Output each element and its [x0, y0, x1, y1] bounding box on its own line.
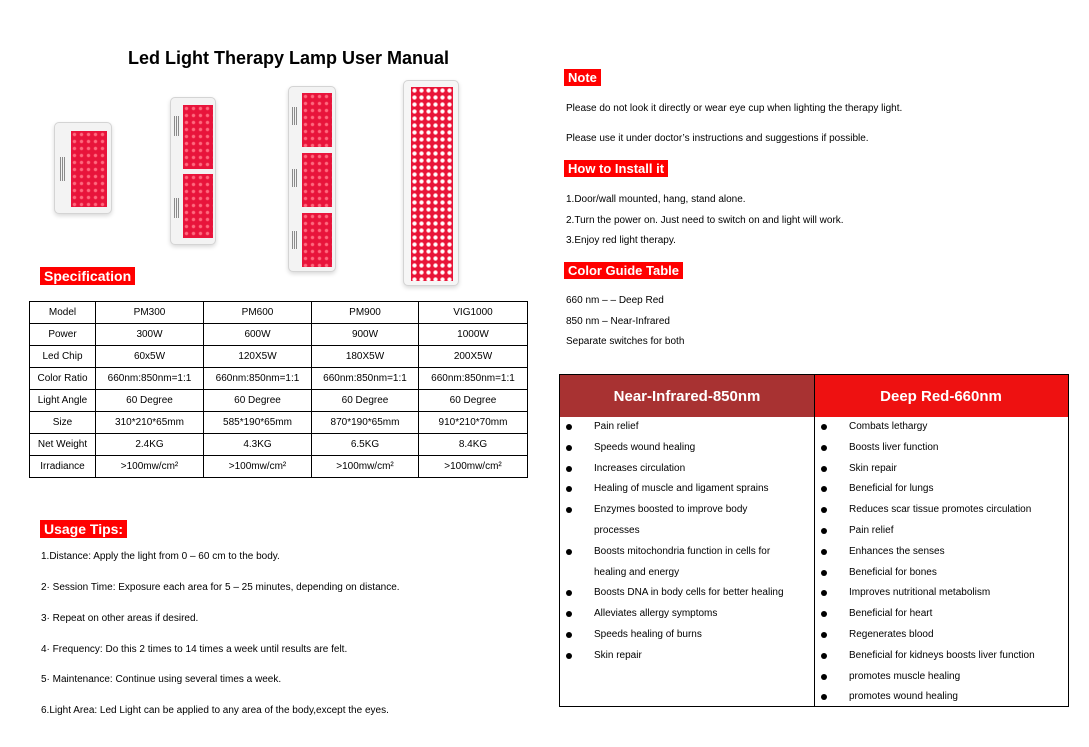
table-cell: 910*210*70mm: [419, 412, 528, 434]
table-cell: >100mw/cm²: [96, 456, 204, 478]
color-guide-line: 660 nm – – Deep Red: [566, 295, 664, 306]
table-cell: 60 Degree: [204, 390, 312, 412]
usage-tip: 3· Repeat on other areas if desired.: [41, 613, 199, 624]
list-item: Beneficial for bones: [819, 563, 1067, 584]
light-benefits-table: [559, 374, 1069, 707]
usage-tip: 4· Frequency: Do this 2 times to 14 times a week until results are felt.: [41, 644, 348, 655]
table-row: [30, 346, 528, 368]
list-item: Healing of muscle and ligament sprains: [564, 479, 812, 500]
table-cell: >100mw/cm²: [204, 456, 312, 478]
table-cell: 600W: [204, 324, 312, 346]
table-cell: PM600: [204, 302, 312, 324]
list-item: Alleviates allergy symptoms: [564, 604, 812, 625]
table-cell: Color Ratio: [30, 368, 96, 390]
list-item: Skin repair: [819, 459, 1067, 480]
column-divider: [814, 375, 815, 706]
list-item: Skin repair: [564, 646, 812, 667]
lamp-pm600-image: [170, 97, 216, 245]
near-infrared-header: Near-Infrared-850nm: [560, 375, 814, 417]
table-row: [30, 390, 528, 412]
list-item: Beneficial for heart: [819, 604, 1067, 625]
usage-tip: 6.Light Area: Led Light can be applied to any area of the body,except the eyes.: [41, 705, 389, 716]
table-cell: 6.5KG: [312, 434, 419, 456]
table-cell: PM900: [312, 302, 419, 324]
list-item: Boosts DNA in body cells for better healing: [564, 583, 812, 604]
install-step: 2.Turn the power on. Just need to switch on and light will work.: [566, 215, 844, 226]
table-cell: Irradiance: [30, 456, 96, 478]
list-item: Boosts mitochondria function in cells for healing and energy: [564, 542, 784, 584]
table-cell: 4.3KG: [204, 434, 312, 456]
table-row: [30, 302, 528, 324]
table-cell: 900W: [312, 324, 419, 346]
table-cell: Size: [30, 412, 96, 434]
color-guide-heading: Color Guide Table: [564, 262, 683, 279]
list-item: Increases circulation: [564, 459, 812, 480]
list-item: Speeds wound healing: [564, 438, 812, 459]
list-item: Beneficial for kidneys boosts liver function: [819, 646, 1067, 667]
table-cell: 660nm:850nm=1:1: [312, 368, 419, 390]
table-cell: 180X5W: [312, 346, 419, 368]
lamp-vig1000-image: [403, 80, 459, 286]
usage-tip: 1.Distance: Apply the light from 0 – 60 cm to the body.: [41, 551, 280, 562]
list-item: Boosts liver function: [819, 438, 1067, 459]
table-cell: Light Angle: [30, 390, 96, 412]
usage-tip: 5· Maintenance: Continue using several times a week.: [41, 674, 282, 685]
table-cell: 120X5W: [204, 346, 312, 368]
table-cell: 60x5W: [96, 346, 204, 368]
table-cell: 1000W: [419, 324, 528, 346]
table-cell: 660nm:850nm=1:1: [419, 368, 528, 390]
table-row: [30, 368, 528, 390]
specification-heading: Specification: [40, 267, 135, 285]
table-cell: 60 Degree: [96, 390, 204, 412]
table-row: [30, 324, 528, 346]
table-row: [30, 456, 528, 478]
color-guide-line: Separate switches for both: [566, 336, 685, 347]
table-cell: 8.4KG: [419, 434, 528, 456]
list-item: Pain relief: [564, 417, 812, 438]
list-item: Enhances the senses: [819, 542, 1067, 563]
color-guide-line: 850 nm – Near-Infrared: [566, 316, 670, 327]
table-cell: Net Weight: [30, 434, 96, 456]
table-cell: 2.4KG: [96, 434, 204, 456]
list-item: Regenerates blood: [819, 625, 1067, 646]
lamp-pm300-image: [54, 122, 112, 214]
near-infrared-benefits-list: [564, 417, 812, 667]
table-cell: 310*210*65mm: [96, 412, 204, 434]
install-step: 1.Door/wall mounted, hang, stand alone.: [566, 194, 746, 205]
table-cell: 585*190*65mm: [204, 412, 312, 434]
note-line: Please use it under doctor’s instructions and suggestions if possible.: [566, 133, 869, 144]
note-heading: Note: [564, 69, 601, 86]
table-cell: Model: [30, 302, 96, 324]
list-item: Enzymes boosted to improve body processes: [564, 500, 784, 542]
table-cell: Power: [30, 324, 96, 346]
lamp-pm900-image: [288, 86, 336, 272]
table-cell: 60 Degree: [419, 390, 528, 412]
table-cell: 660nm:850nm=1:1: [204, 368, 312, 390]
list-item: Beneficial for lungs: [819, 479, 1067, 500]
specification-table: [29, 301, 528, 478]
list-item: promotes wound healing: [819, 687, 1067, 708]
table-cell: 870*190*65mm: [312, 412, 419, 434]
deep-red-header: Deep Red-660nm: [814, 375, 1068, 417]
list-item: Combats lethargy: [819, 417, 1067, 438]
deep-red-benefits-list: [819, 417, 1067, 708]
install-step: 3.Enjoy red light therapy.: [566, 235, 676, 246]
page-title: Led Light Therapy Lamp User Manual: [128, 48, 450, 68]
table-cell: >100mw/cm²: [312, 456, 419, 478]
install-heading: How to Install it: [564, 160, 668, 177]
table-cell: PM300: [96, 302, 204, 324]
list-item: Improves nutritional metabolism: [819, 583, 1067, 604]
table-cell: Led Chip: [30, 346, 96, 368]
note-line: Please do not look it directly or wear eye cup when lighting the therapy light.: [566, 103, 903, 114]
table-cell: 200X5W: [419, 346, 528, 368]
table-row: [30, 412, 528, 434]
list-item: Speeds healing of burns: [564, 625, 812, 646]
list-item: Reduces scar tissue promotes circulation: [819, 500, 1067, 521]
table-cell: VIG1000: [419, 302, 528, 324]
list-item: Pain relief: [819, 521, 1067, 542]
table-cell: 660nm:850nm=1:1: [96, 368, 204, 390]
table-cell: >100mw/cm²: [419, 456, 528, 478]
list-item: promotes muscle healing: [819, 667, 1067, 688]
table-row: [30, 434, 528, 456]
usage-tip: 2· Session Time: Exposure each area for 5 – 25 minutes, depending on distance.: [41, 582, 400, 593]
table-cell: 60 Degree: [312, 390, 419, 412]
table-cell: 300W: [96, 324, 204, 346]
usage-tips-heading: Usage Tips:: [40, 520, 127, 538]
